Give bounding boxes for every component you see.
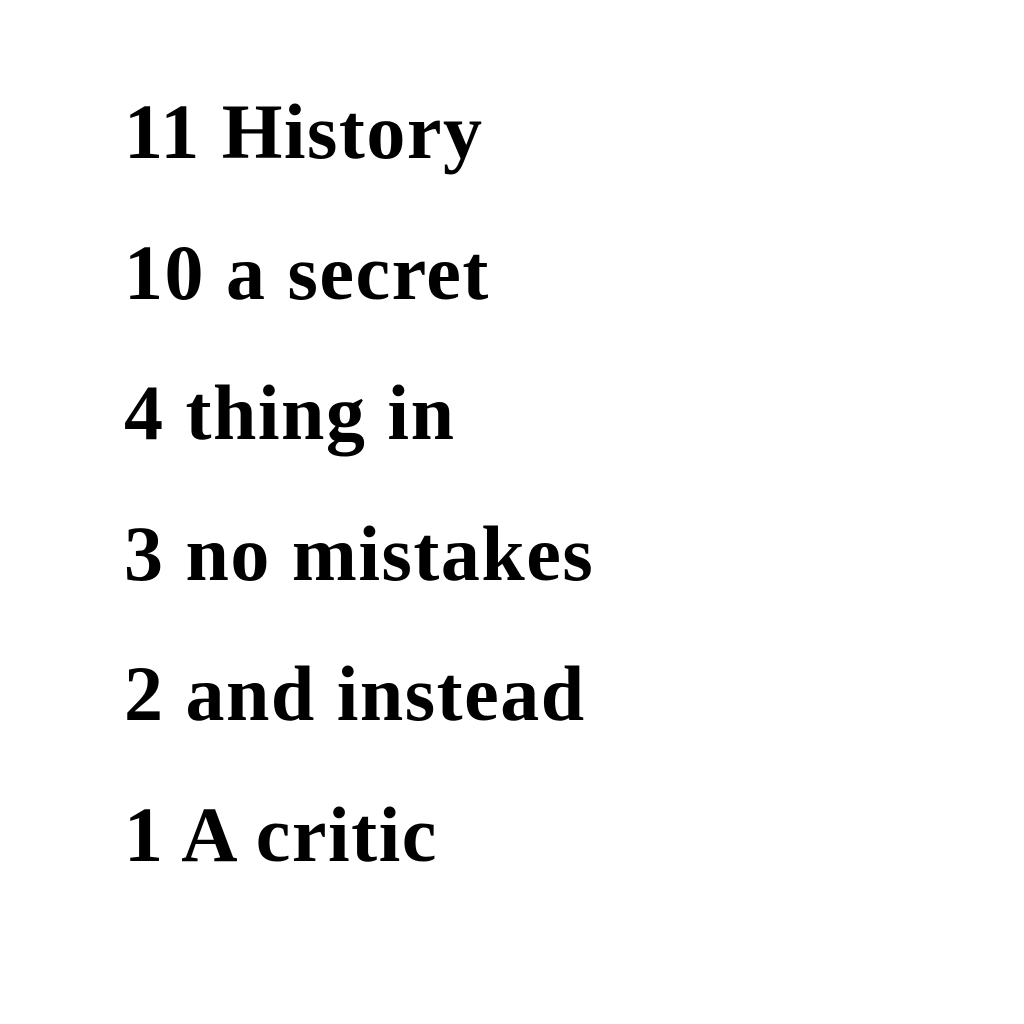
text-line-1: 11 History — [124, 88, 484, 175]
text-line-3: 4 thing in — [124, 369, 456, 456]
text-line-6: 1 A critic — [124, 791, 438, 878]
text-line-4: 3 no mistakes — [124, 510, 595, 597]
text-line-2: 10 a secret — [124, 229, 490, 316]
text-line-5: 2 and instead — [124, 650, 586, 737]
